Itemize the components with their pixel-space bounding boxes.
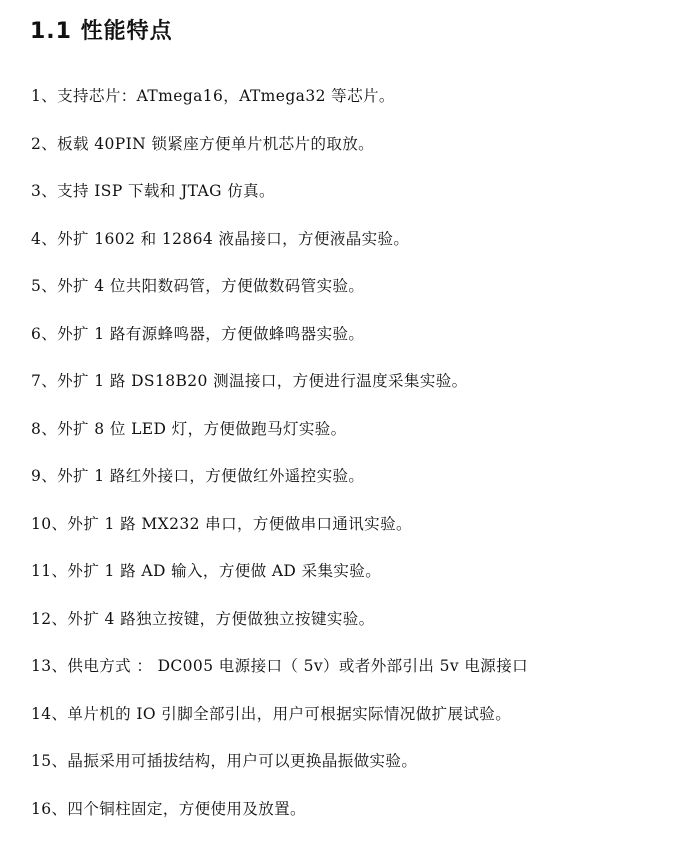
feature-item: 12、外扩 4 路独立按键，方便做独立按键实验。 — [31, 609, 375, 628]
feature-item: 14、单片机的 IO 引脚全部引出，用户可根据实际情况做扩展试验。 — [31, 704, 512, 723]
feature-item: 15、晶振采用可插拔结构，用户可以更换晶振做实验。 — [31, 752, 418, 770]
feature-item: 11、外扩 1 路 AD 输入，方便做 AD 采集实验。 — [31, 562, 382, 580]
feature-item: 2、板载 40PIN 锁紧座方便单片机芯片的取放。 — [31, 134, 375, 153]
feature-item: 10、外扩 1 路 MX232 串口，方便做串口通讯实验。 — [31, 514, 412, 533]
feature-item: 8、外扩 8 位 LED 灯，方便做跑马灯实验。 — [31, 419, 347, 438]
feature-item: 6、外扩 1 路有源蜂鸣器，方便做蜂鸣器实验。 — [31, 324, 365, 343]
section-heading: 1.1 性能特点 — [30, 19, 173, 44]
feature-item: 9、外扩 1 路红外接口，方便做红外遥控实验。 — [31, 467, 365, 485]
feature-item: 16、四个铜柱固定，方便使用及放置。 — [31, 799, 306, 818]
feature-item: 4、外扩 1602 和 12864 液晶接口，方便液晶实验。 — [31, 229, 410, 248]
feature-list — [31, 86, 676, 846]
feature-item: 5、外扩 4 位共阳数码管，方便做数码管实验。 — [31, 277, 365, 295]
feature-item: 7、外扩 1 路 DS18B20 测温接口，方便进行温度采集实验。 — [31, 372, 468, 390]
feature-item: 3、支持 ISP 下载和 JTAG 仿真。 — [31, 182, 275, 200]
feature-item: 13、供电方式 ： DC005 电源接口（ 5v）或者外部引出 5v 电源接口 — [31, 657, 528, 675]
feature-item: 1、支持芯片：ATmega16，ATmega32 等芯片。 — [31, 87, 395, 105]
